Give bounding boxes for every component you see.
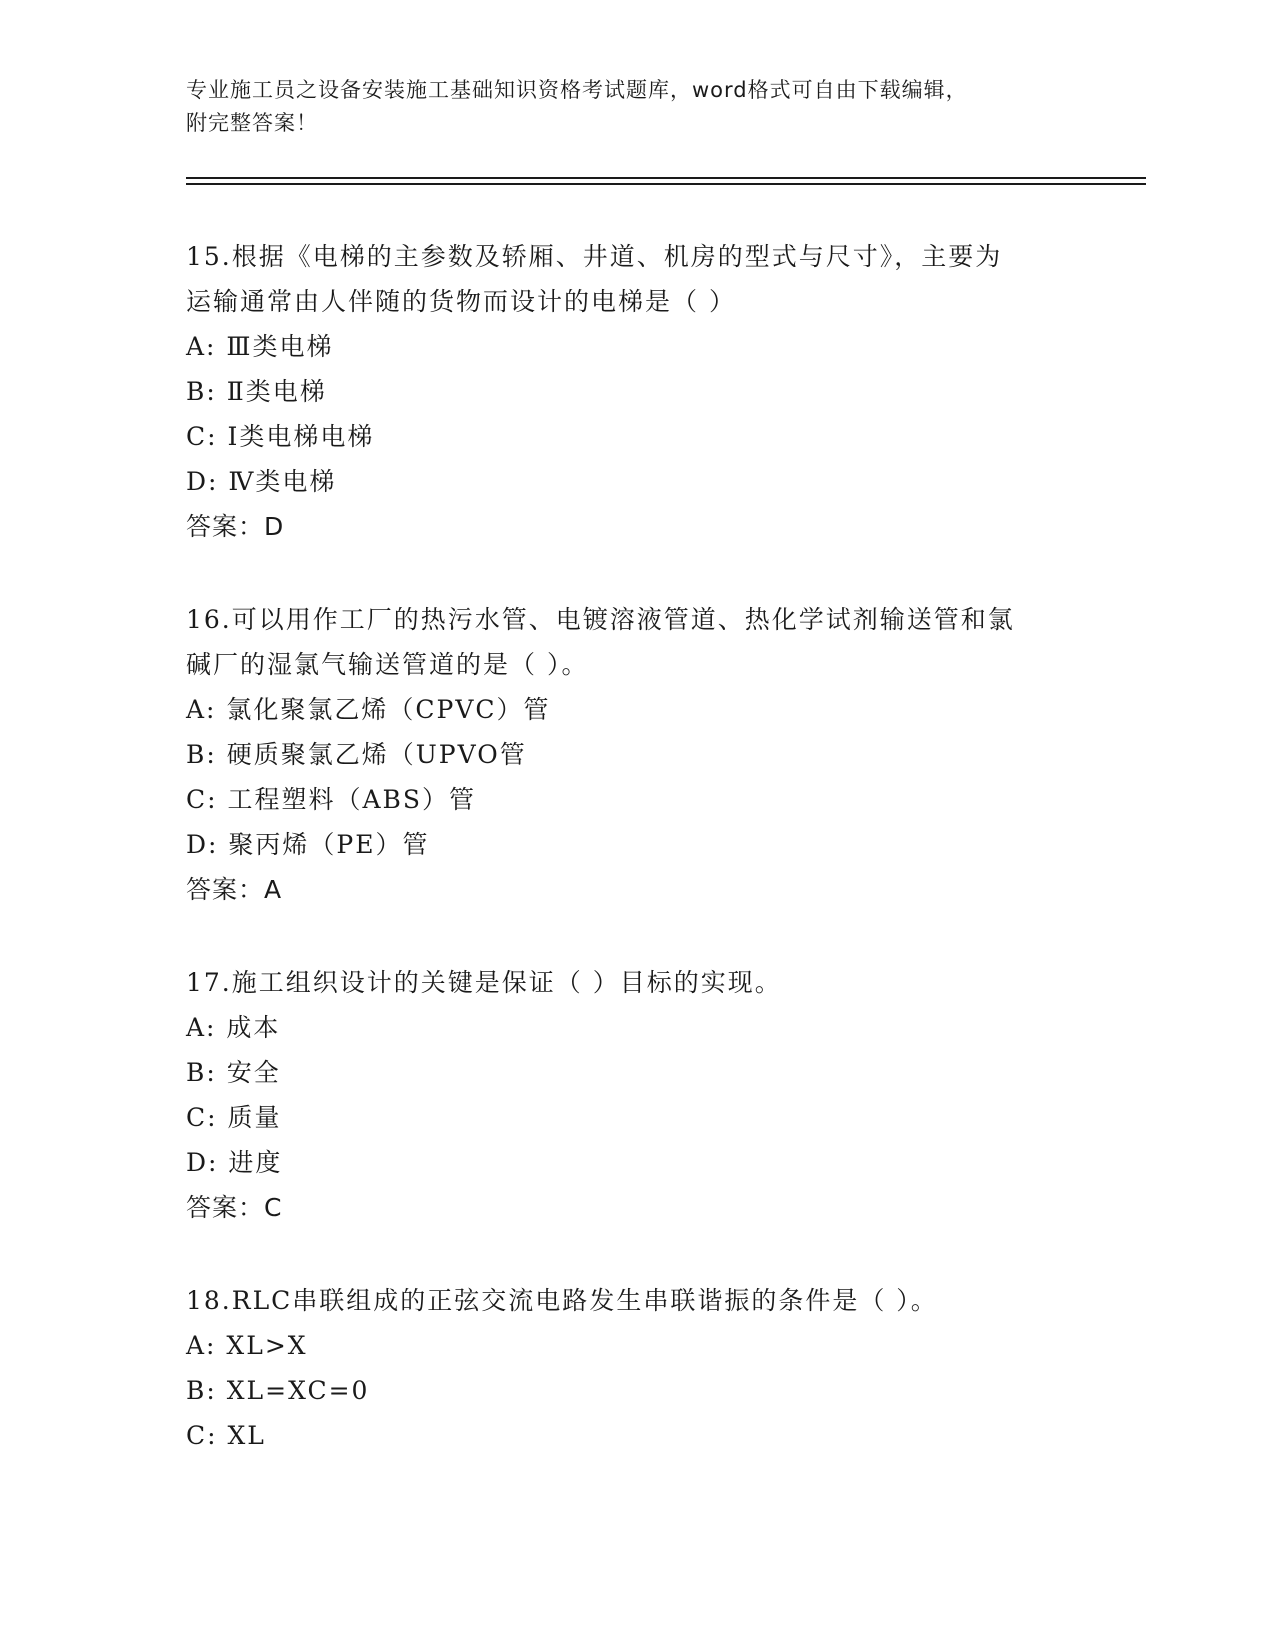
answer-line: 答案：A xyxy=(186,875,283,904)
option-c: C: 工程塑料（ABS）管 xyxy=(186,785,477,814)
question-text-line-1: 15.根据《电梯的主参数及轿厢、井道、机房的型式与尺寸》，主要为 xyxy=(186,242,1003,271)
option-b: B: Ⅱ类电梯 xyxy=(186,377,327,406)
question-15 xyxy=(186,234,1086,549)
question-text-line-2: 碱厂的湿氯气输送管道的是（ ）。 xyxy=(186,650,589,679)
option-c: C: 质量 xyxy=(186,1103,282,1132)
header-divider-bottom xyxy=(186,183,1146,185)
option-d: D: Ⅳ类电梯 xyxy=(186,467,337,496)
option-d: D: 进度 xyxy=(186,1148,283,1177)
header-line-1: 专业施工员之设备安装施工基础知识资格考试题库，word格式可自由下载编辑， xyxy=(186,78,968,102)
option-d: D: 聚丙烯（PE）管 xyxy=(186,830,430,859)
header-line-2: 附完整答案！ xyxy=(186,111,318,135)
answer-line: 答案：C xyxy=(186,1193,283,1222)
answer-line: 答案：D xyxy=(186,512,285,541)
option-a: A: XL>X xyxy=(186,1331,308,1360)
document-header xyxy=(186,74,1106,140)
option-c: C: XL xyxy=(186,1421,266,1450)
question-text-line-1: 17.施工组织设计的关键是保证（ ）目标的实现。 xyxy=(186,968,782,997)
option-a: A: 成本 xyxy=(186,1013,281,1042)
question-16 xyxy=(186,597,1086,912)
option-a: A: 氯化聚氯乙烯（CPVC）管 xyxy=(186,695,551,724)
option-b: B: XL=XC=0 xyxy=(186,1376,370,1405)
option-a: A: Ⅲ类电梯 xyxy=(186,332,334,361)
question-18 xyxy=(186,1278,1086,1458)
question-17 xyxy=(186,960,1086,1230)
option-b: B: 硬质聚氯乙烯（UPVO管 xyxy=(186,740,527,769)
question-text-line-1: 16.可以用作工厂的热污水管、电镀溶液管道、热化学试剂输送管和氯 xyxy=(186,605,1015,634)
option-c: C: Ⅰ类电梯电梯 xyxy=(186,422,375,451)
header-divider-top xyxy=(186,177,1146,179)
option-b: B: 安全 xyxy=(186,1058,281,1087)
question-text-line-2: 运输通常由人伴随的货物而设计的电梯是（ ） xyxy=(186,287,736,316)
question-text-line-1: 18.RLC串联组成的正弦交流电路发生串联谐振的条件是（ ）。 xyxy=(186,1286,938,1315)
